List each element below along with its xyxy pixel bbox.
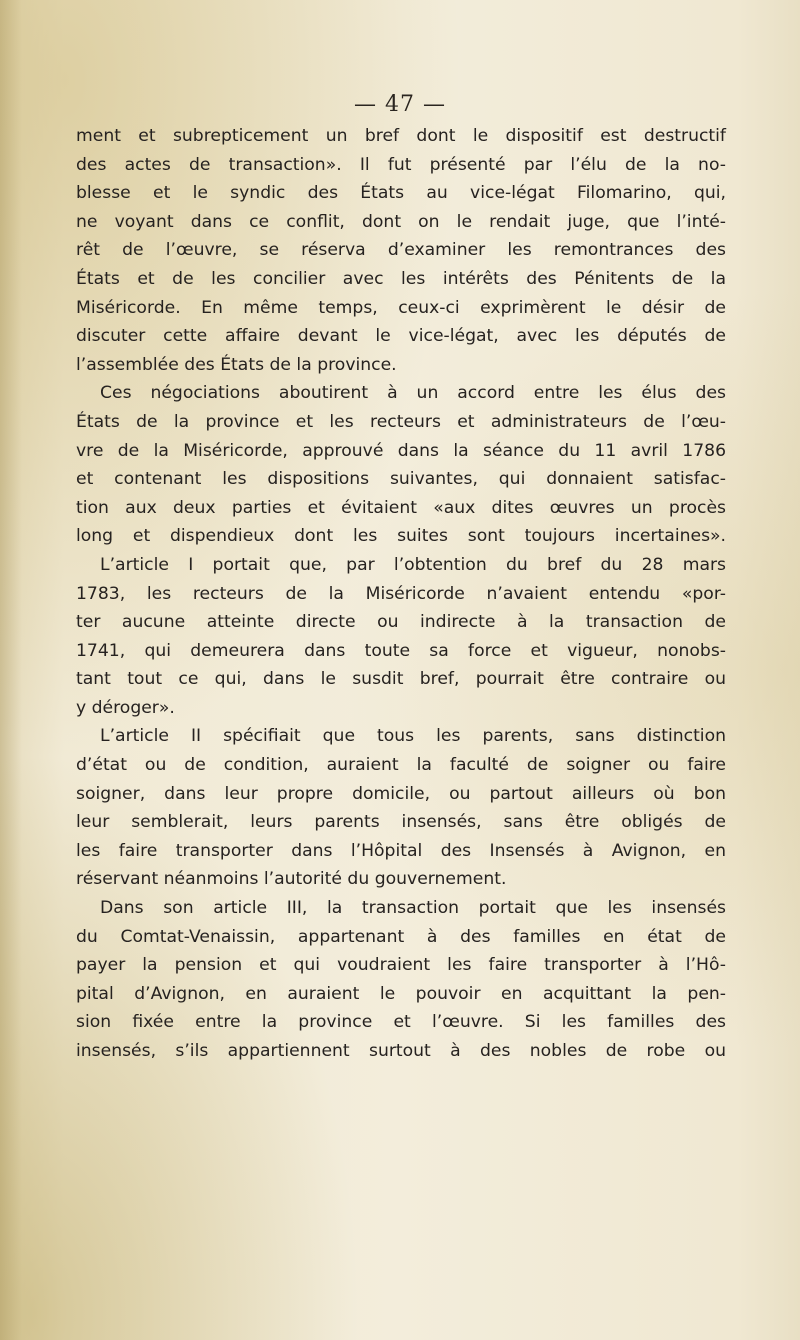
text-line: États et de les concilier avec les intérêts des Pénitents de la — [76, 268, 726, 289]
text-line: L’article II spécifiait que tous les parents, sans distinction — [100, 726, 726, 747]
text-line: réservant néanmoins l’autorité du gouvernement. — [76, 869, 507, 890]
text-line: vre de la Miséricorde, approuvé dans la séance du 11 avril 1786 — [76, 440, 726, 461]
text-line: long et dispendieux dont les suites sont toujours incertaines». — [76, 526, 726, 547]
page-edge-shadow — [0, 0, 22, 1340]
text-line: pital d’Avignon, en auraient le pouvoir en acquittant la pen- — [76, 983, 726, 1004]
text-line: tant tout ce qui, dans le susdit bref, pourrait être contraire ou — [76, 669, 726, 690]
text-line: ment et subrepticement un bref dont le dispositif est destructif — [76, 126, 726, 146]
page-number: — 47 — — [354, 92, 446, 117]
text-line: soigner, dans leur propre domicile, ou partout ailleurs où bon — [76, 783, 726, 804]
text-line: Ces négociations aboutirent à un accord entre les élus des — [100, 383, 726, 404]
text-line: ter aucune atteinte directe ou indirecte à la transaction de — [76, 612, 726, 633]
text-line: des actes de transaction». Il fut présenté par l’élu de la no- — [76, 154, 726, 175]
text-line: 1741, qui demeurera dans toute sa force et vigueur, nonobs- — [76, 640, 726, 661]
text-line: discuter cette affaire devant le vice-légat, avec les députés de — [76, 326, 726, 347]
text-line: 1783, les recteurs de la Miséricorde n’avaient entendu «por- — [76, 583, 726, 604]
text-line: Dans son article III, la transaction portait que les insensés — [100, 898, 726, 919]
text-line: ne voyant dans ce conflit, dont on le rendait juge, que l’inté- — [76, 211, 726, 232]
text-line: l’assemblée des États de la province. — [76, 354, 397, 375]
text-line: d’état ou de condition, auraient la faculté de soigner ou faire — [76, 755, 726, 776]
text-line: leur semblerait, leurs parents insensés, sans être obligés de — [76, 812, 726, 833]
text-line: blesse et le syndic des États au vice-légat Filomarino, qui, — [76, 183, 726, 204]
body-text — [76, 122, 726, 1066]
text-line: du Comtat-Venaissin, appartenant à des familles en état de — [76, 926, 726, 947]
text-line: payer la pension et qui voudraient les faire transporter à l’Hô- — [76, 955, 726, 976]
text-line: États de la province et les recteurs et administrateurs de l’œu- — [76, 411, 726, 432]
text-line: tion aux deux parties et évitaient «aux dites œuvres un procès — [76, 497, 726, 518]
text-line: L’article I portait que, par l’obtention du bref du 28 mars — [100, 554, 726, 575]
text-line: insensés, s’ils appartiennent surtout à des nobles de robe ou — [76, 1041, 726, 1061]
text-line: y déroger». — [76, 697, 175, 718]
text-line: les faire transporter dans l’Hôpital des Insensés à Avignon, en — [76, 840, 726, 861]
text-line: rêt de l’œuvre, se réserva d’examiner les remontrances des — [76, 240, 726, 261]
text-line: sion fixée entre la province et l’œuvre. Si les familles des — [76, 1012, 726, 1033]
text-line: Miséricorde. En même temps, ceux-ci exprimèrent le désir de — [76, 297, 726, 318]
text-line: et contenant les dispositions suivantes, qui donnaient satisfac- — [76, 469, 726, 490]
